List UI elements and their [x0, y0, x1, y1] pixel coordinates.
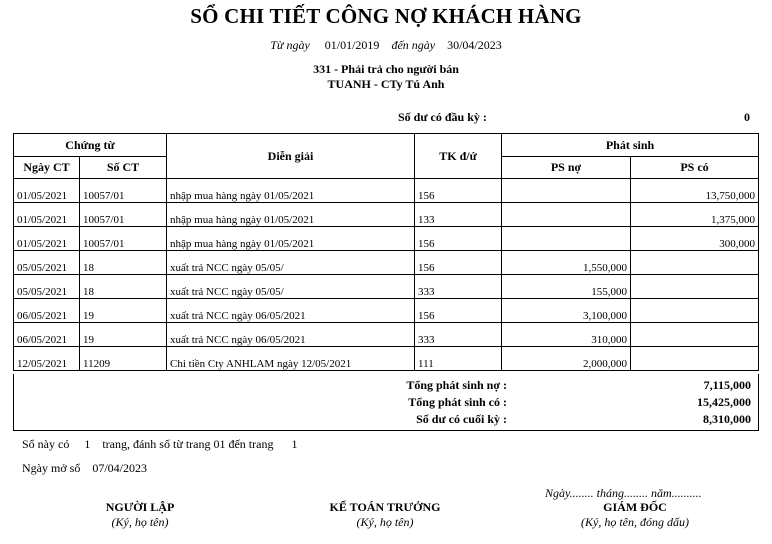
row-description: xuất trả NCC ngày 06/05/2021 [167, 299, 415, 323]
row-account: 156 [415, 251, 502, 275]
page-count-note [22, 437, 297, 452]
row-credit [631, 347, 759, 371]
row-account: 111 [415, 347, 502, 371]
row-credit: 13,750,000 [631, 179, 759, 203]
row-account: 156 [415, 179, 502, 203]
accountant-note: (Ký, họ tên) [356, 515, 414, 529]
totals-box [13, 374, 759, 431]
description-header: Diễn giải [167, 134, 415, 179]
report-title: SỔ CHI TIẾT CÔNG NỢ KHÁCH HÀNG [190, 4, 582, 28]
row-account: 133 [415, 203, 502, 227]
row-date: 01/05/2021 [14, 179, 80, 203]
table-row [14, 203, 759, 227]
row-account: 156 [415, 227, 502, 251]
period-row [0, 38, 772, 53]
date-header: Ngày CT [14, 157, 80, 179]
open-date-value: 07/04/2023 [92, 461, 148, 475]
row-number: 19 [80, 299, 167, 323]
credit-header: PS có [631, 157, 759, 179]
row-description: xuất trả NCC ngày 05/05/ [167, 251, 415, 275]
closing-balance-value: 8,310,000 [703, 412, 751, 426]
account-block [0, 62, 772, 92]
from-date: 01/01/2019 [324, 38, 380, 52]
ledger-table [13, 133, 759, 371]
row-number: 10057/01 [80, 203, 167, 227]
sign-date-line: Ngày........ tháng........ năm.......... [545, 486, 702, 500]
row-credit: 1,375,000 [631, 203, 759, 227]
row-description: nhập mua hàng ngày 01/05/2021 [167, 203, 415, 227]
pages-prefix: Sổ này có [22, 437, 70, 451]
accountant-title: KẾ TOÁN TRƯỞNG [329, 500, 441, 514]
pages-last: 1 [291, 437, 298, 451]
director-signature [560, 500, 710, 530]
total-credit-label: Tổng phát sinh có : [408, 395, 507, 409]
row-description: xuất trả NCC ngày 06/05/2021 [167, 323, 415, 347]
total-debit-value: 7,115,000 [703, 378, 751, 392]
open-date-label: Ngày mở sổ [22, 461, 81, 475]
table-row [14, 275, 759, 299]
row-credit [631, 251, 759, 275]
row-credit [631, 323, 759, 347]
customer-name: TUANH - CTy Tú Anh [327, 77, 445, 91]
opening-balance-value: 0 [744, 110, 750, 124]
preparer-title: NGƯỜI LẬP [105, 500, 175, 514]
arising-header: Phát sinh [502, 134, 759, 157]
table-row [14, 323, 759, 347]
row-debit [502, 179, 631, 203]
preparer-note: (Ký, họ tên) [111, 515, 169, 529]
pages-count: 1 [84, 437, 91, 451]
row-number: 11209 [80, 347, 167, 371]
director-note: (Ký, họ tên, đóng dấu) [581, 515, 689, 529]
row-account: 333 [415, 323, 502, 347]
row-number: 18 [80, 275, 167, 299]
row-description: nhập mua hàng ngày 01/05/2021 [167, 179, 415, 203]
row-credit [631, 275, 759, 299]
row-description: nhập mua hàng ngày 01/05/2021 [167, 227, 415, 251]
row-date: 01/05/2021 [14, 227, 80, 251]
to-label: đến ngày [391, 38, 436, 52]
row-credit: 300,000 [631, 227, 759, 251]
open-date-note [22, 461, 147, 476]
row-account: 156 [415, 299, 502, 323]
account-name: 331 - Phải trả cho người bán [313, 62, 459, 76]
preparer-signature [80, 500, 200, 530]
row-number: 18 [80, 251, 167, 275]
row-date: 06/05/2021 [14, 299, 80, 323]
row-number: 10057/01 [80, 179, 167, 203]
row-number: 19 [80, 323, 167, 347]
row-description: Chi tiền Cty ANHLAM ngày 12/05/2021 [167, 347, 415, 371]
opening-balance-label: Số dư có đầu kỳ : [398, 110, 487, 124]
row-date: 05/05/2021 [14, 275, 80, 299]
number-header: Số CT [80, 157, 167, 179]
closing-balance-label: Số dư có cuối kỳ : [416, 412, 507, 426]
row-date: 05/05/2021 [14, 251, 80, 275]
debit-header: PS nợ [502, 157, 631, 179]
contra-account-header: TK đ/ứ [415, 134, 502, 179]
row-date: 12/05/2021 [14, 347, 80, 371]
row-date: 01/05/2021 [14, 203, 80, 227]
row-debit: 155,000 [502, 275, 631, 299]
voucher-header: Chứng từ [14, 134, 167, 157]
row-credit [631, 299, 759, 323]
table-row [14, 179, 759, 203]
row-number: 10057/01 [80, 227, 167, 251]
to-date: 30/04/2023 [447, 38, 502, 52]
row-debit [502, 227, 631, 251]
total-debit-label: Tổng phát sinh nợ : [406, 378, 507, 392]
total-credit-value: 15,425,000 [697, 395, 751, 409]
director-title: GIÁM ĐỐC [603, 500, 667, 514]
pages-mid: trang, đánh số từ trang 01 đến trang [102, 437, 274, 451]
row-debit: 2,000,000 [502, 347, 631, 371]
table-row [14, 299, 759, 323]
row-debit [502, 203, 631, 227]
table-row [14, 227, 759, 251]
table-row [14, 347, 759, 371]
accountant-signature [300, 500, 470, 530]
table-row [14, 251, 759, 275]
row-description: xuất trả NCC ngày 05/05/ [167, 275, 415, 299]
row-debit: 3,100,000 [502, 299, 631, 323]
row-account: 333 [415, 275, 502, 299]
row-date: 06/05/2021 [14, 323, 80, 347]
row-debit: 310,000 [502, 323, 631, 347]
row-debit: 1,550,000 [502, 251, 631, 275]
from-label: Từ ngày [270, 38, 310, 52]
